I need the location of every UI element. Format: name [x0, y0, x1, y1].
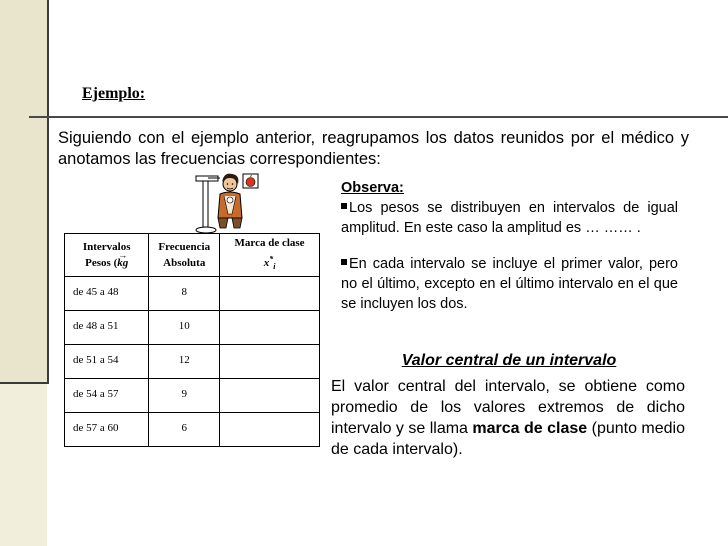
side-panel-lower [0, 383, 47, 546]
horizontal-divider-left [0, 382, 49, 384]
marca-cell [220, 413, 320, 447]
interval-cell: de 45 a 48 [65, 277, 149, 311]
interval-cell: de 51 a 54 [65, 345, 149, 379]
table-row [65, 311, 320, 345]
interval-cell: de 57 a 60 [65, 413, 149, 447]
frequency-table [64, 233, 320, 447]
vertical-divider [47, 0, 49, 383]
table-row [65, 277, 320, 311]
marca-de-clase-term: marca de clase [472, 420, 588, 437]
frequency-cell: 8 [149, 277, 220, 311]
central-value-text: El valor central del intervalo, se obtiene como promedio de los valores extremos de dicho intervalo y se llama marca de clase (punto medio de cada intervalo). [331, 378, 686, 458]
observa-title: Observa: [341, 180, 404, 196]
frequency-cell: 6 [149, 413, 220, 447]
kg-unit: → kg [117, 257, 128, 269]
header-intervalos: Intervalos Pesos (→ kg [65, 234, 149, 277]
observa-item-intervalo: En cada intervalo se incluye el primer valor, pero no el último, excepto en el último intervalo en el que se incluyen los dos. [341, 256, 678, 312]
interval-cell: de 54 a 57 [65, 379, 149, 413]
title-rule [29, 116, 728, 118]
header-frecuencia: Frecuencia Absoluta [149, 234, 220, 277]
bullet-icon [341, 203, 347, 209]
marca-cell [220, 311, 320, 345]
table-row [65, 379, 320, 413]
central-value-title: Valor central de un intervalo [401, 352, 617, 369]
slide-title: Ejemplo: [82, 85, 146, 102]
marca-cell [220, 345, 320, 379]
bullet-icon [341, 259, 347, 265]
intro-text: Siguiendo con el ejemplo anterior, reagrupamos los datos reunidos por el médico y anotamos las frecuencias correspondientes: [58, 129, 689, 168]
marca-cell [220, 379, 320, 413]
observa-item-amplitud: Los pesos se distribuyen en intervalos de igual amplitud. En este caso la amplitud es … …… . [341, 200, 678, 236]
xi-symbol: $x^*_i$ [263, 254, 276, 271]
observa-box [341, 178, 678, 314]
table-row [65, 345, 320, 379]
frequency-cell: 12 [149, 345, 220, 379]
table-row [65, 413, 320, 447]
frequency-cell: 10 [149, 311, 220, 345]
marca-cell [220, 277, 320, 311]
table-header-row [65, 234, 320, 277]
interval-cell: de 48 a 51 [65, 311, 149, 345]
doctor-with-scale-icon [194, 170, 260, 236]
header-marca-clase: Marca de clase $x^*_i$ [220, 234, 320, 277]
frequency-cell: 9 [149, 379, 220, 413]
